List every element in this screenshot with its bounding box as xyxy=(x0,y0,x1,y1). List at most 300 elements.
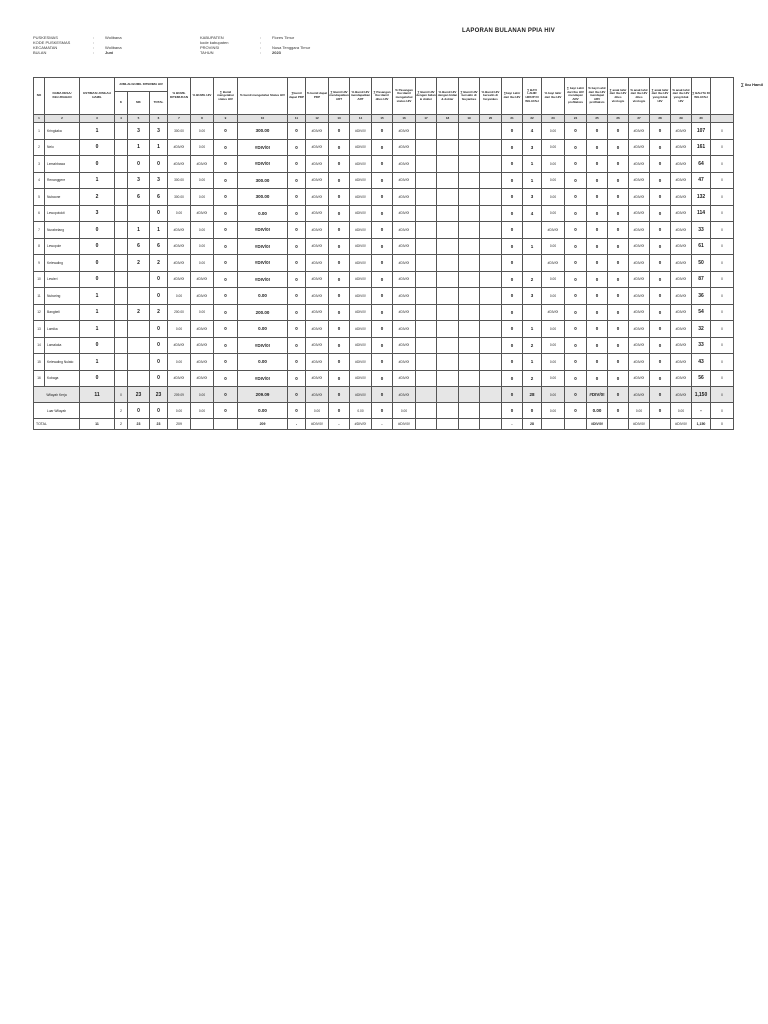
cell-n28: 0 xyxy=(650,238,671,255)
cell-n12: #DIV/0! xyxy=(306,304,329,321)
cell-n28: 0 xyxy=(650,222,671,239)
cell-n24: 0 xyxy=(565,156,587,173)
cell-est: 1 xyxy=(80,172,115,189)
cell-n28: 0 xyxy=(650,189,671,206)
row-number: 5 xyxy=(34,189,45,206)
header-persen-bumil-hiv: % BUMIL HIV xyxy=(191,78,214,115)
cell-n27: #DIV/0! xyxy=(629,139,650,156)
empty-cell xyxy=(459,271,480,288)
cell-n14: #DIV/0! xyxy=(350,189,372,206)
cell-n13: 0 xyxy=(329,288,350,305)
meta-right xyxy=(200,35,310,55)
cell-n30: 32 xyxy=(692,321,711,338)
row-number: 12 xyxy=(34,304,45,321)
cell-total: 0 xyxy=(150,288,168,305)
table-row xyxy=(34,288,734,305)
cell-n13: - xyxy=(329,419,350,430)
cell-n15: 0 xyxy=(372,321,393,338)
empty-cell xyxy=(459,222,480,239)
cell-n12: #DIV/0! xyxy=(306,139,329,156)
report-table xyxy=(33,77,734,430)
meta-separator: : xyxy=(93,35,95,40)
cell-n10: 0.00 xyxy=(238,288,288,305)
cell-n15: 0 xyxy=(372,271,393,288)
cell-p1: 300.00 xyxy=(168,189,191,206)
cell-n14: #DIV/0! xyxy=(350,354,372,371)
cell-n27: #DIV/0! xyxy=(629,387,650,403)
empty-cell xyxy=(416,271,437,288)
cell-n14: 0.00 xyxy=(350,403,372,419)
header-col-11: ∑bumil dapat PDP xyxy=(288,78,306,115)
empty-cell xyxy=(459,238,480,255)
column-number: 4 xyxy=(115,115,128,123)
cell-n31: 0 xyxy=(711,288,734,305)
empty-cell xyxy=(416,255,437,272)
cell-n23: 0.00 xyxy=(542,354,565,371)
header-persen-bumil: % BUMIL DITEMUKAN xyxy=(168,78,191,115)
empty-cell xyxy=(416,387,437,403)
cell-k xyxy=(115,139,128,156)
cell-n16: #DIV/0! xyxy=(393,172,416,189)
cell-n12: #DIV/0! xyxy=(306,370,329,387)
cell-n29: #DIV/0! xyxy=(671,370,692,387)
column-number: 21 xyxy=(502,115,523,123)
cell-est: 3 xyxy=(80,205,115,222)
empty-cell xyxy=(480,156,502,173)
cell-n28 xyxy=(650,419,671,430)
cell-n30: - xyxy=(692,403,711,419)
cell-n23: 0.00 xyxy=(542,238,565,255)
cell-n13: 0 xyxy=(329,387,350,403)
cell-n13: 0 xyxy=(329,189,350,206)
cell-p2: #DIV/0! xyxy=(191,271,214,288)
cell-n31: 0 xyxy=(711,156,734,173)
cell-p2: 0.00 xyxy=(191,403,214,419)
cell-n29: #DIV/0! xyxy=(671,238,692,255)
header-col-25: % bayi Lahir dari Ibu HIV mendapat ARV profilaksis xyxy=(587,78,608,115)
desa-name: Kelewaling xyxy=(45,255,80,272)
cell-p1: 209 xyxy=(168,419,191,430)
cell-n30: 114 xyxy=(692,205,711,222)
cell-p2: 0.00 xyxy=(191,172,214,189)
empty-cell xyxy=(416,304,437,321)
cell-n26: 0 xyxy=(608,321,629,338)
cell-n11: 0 xyxy=(288,337,306,354)
cell-n29: #DIV/0! xyxy=(671,321,692,338)
cell-n16: 0.00 xyxy=(393,403,416,419)
summary-row xyxy=(34,403,734,419)
empty-cell xyxy=(480,255,502,272)
desa-name: Lemahbawa xyxy=(45,156,80,173)
desa-name: Kringkaka xyxy=(45,123,80,140)
cell-n22: 3 xyxy=(523,288,542,305)
cell-est: 1 xyxy=(80,288,115,305)
header-no: NO xyxy=(34,78,45,115)
cell-n22: 28 xyxy=(523,387,542,403)
header-col-22: ∑ BAYI LAHIR HIDUP DI WILAYAH xyxy=(523,78,542,115)
cell-n30: 87 xyxy=(692,271,711,288)
cell-mk: 0 xyxy=(128,156,150,173)
empty-cell xyxy=(416,123,437,140)
row-number: 8 xyxy=(34,238,45,255)
cell-mk xyxy=(128,321,150,338)
cell-k xyxy=(115,189,128,206)
desa-name: Nubaring xyxy=(45,288,80,305)
cell-p2: 0.00 xyxy=(191,304,214,321)
cell-n22: 2 xyxy=(523,271,542,288)
cell-k xyxy=(115,288,128,305)
cell-est: 0 xyxy=(80,271,115,288)
empty-cell xyxy=(480,387,502,403)
cell-n25: #DIV/0! xyxy=(587,387,608,403)
table-row xyxy=(34,304,734,321)
cell-n23: #DIV/0! xyxy=(542,304,565,321)
header-col-21: ∑bayi Lahir dari Ibu HIV xyxy=(502,78,523,115)
cell-n9: 0 xyxy=(214,255,238,272)
cell-n31: 0 xyxy=(711,321,734,338)
cell-n22 xyxy=(523,222,542,239)
cell-k xyxy=(115,205,128,222)
row-number: 13 xyxy=(34,321,45,338)
cell-n22: 3 xyxy=(523,189,542,206)
cell-n22: 1 xyxy=(523,354,542,371)
cell-n13: 0 xyxy=(329,271,350,288)
cell-mk xyxy=(128,271,150,288)
cell-n31: 0 xyxy=(711,255,734,272)
cell-n11: 0 xyxy=(288,123,306,140)
cell-n25: 0 xyxy=(587,139,608,156)
cell-n21: 0 xyxy=(502,222,523,239)
empty-cell xyxy=(437,238,459,255)
cell-n24 xyxy=(565,419,587,430)
cell-n22: 4 xyxy=(523,123,542,140)
cell-k xyxy=(115,222,128,239)
cell-n23: 0.00 xyxy=(542,271,565,288)
desa-name: Kelewaling Nulato xyxy=(45,354,80,371)
empty-cell xyxy=(459,370,480,387)
meta-label: KABUPATEN xyxy=(200,35,224,40)
cell-n11: 0 xyxy=(288,304,306,321)
cell-n10: #DIV/0! xyxy=(238,222,288,239)
cell-n13: 0 xyxy=(329,205,350,222)
cell-n29: #DIV/0! xyxy=(671,271,692,288)
cell-n24: 0 xyxy=(565,387,587,403)
cell-n14: #DIV/0! xyxy=(350,337,372,354)
column-number: 28 xyxy=(650,115,671,123)
cell-p2: 0.00 xyxy=(191,189,214,206)
cell-n15: 0 xyxy=(372,387,393,403)
cell-n16: #DIV/0! xyxy=(393,238,416,255)
cell-n23: 0.00 xyxy=(542,403,565,419)
cell-n30: 33 xyxy=(692,337,711,354)
cell-n23: 0.00 xyxy=(542,189,565,206)
cell-n27: #DIV/0! xyxy=(629,354,650,371)
column-number: 29 xyxy=(671,115,692,123)
cell-total: 1 xyxy=(150,222,168,239)
cell-n14: #DIV/0! xyxy=(350,222,372,239)
meta-label: BULAN xyxy=(33,50,47,55)
cell-p1: #DIV/0! xyxy=(168,139,191,156)
cell-n15: 0 xyxy=(372,172,393,189)
meta-label: KODE PUSKESMAS xyxy=(33,40,71,45)
empty-cell xyxy=(480,189,502,206)
cell-n21: 0 xyxy=(502,304,523,321)
cell-n26 xyxy=(608,419,629,430)
cell-total: 23 xyxy=(150,419,168,430)
cell-n11: - xyxy=(288,419,306,430)
cell-n31: 0 xyxy=(711,189,734,206)
cell-n26: 0 xyxy=(608,205,629,222)
cell-est: 1 xyxy=(80,321,115,338)
meta-label: kode kabupaten xyxy=(200,40,229,45)
cell-n22: 0 xyxy=(523,403,542,419)
cell-mk: 2 xyxy=(128,255,150,272)
cell-mk: 6 xyxy=(128,189,150,206)
column-number: 2 xyxy=(45,115,80,123)
cell-n26: 0 xyxy=(608,139,629,156)
empty-cell xyxy=(416,321,437,338)
cell-mk: 1 xyxy=(128,139,150,156)
cell-n29: #DIV/0! xyxy=(671,205,692,222)
cell-mk xyxy=(128,370,150,387)
cell-p2: #DIV/0! xyxy=(191,156,214,173)
cell-n10: #DIV/0! xyxy=(238,156,288,173)
cell-p1: #DIV/0! xyxy=(168,222,191,239)
empty-cell xyxy=(480,123,502,140)
cell-n26: 0 xyxy=(608,337,629,354)
cell-est: 0 xyxy=(80,255,115,272)
cell-p2 xyxy=(191,419,214,430)
table-row xyxy=(34,205,734,222)
cell-n23: 0.00 xyxy=(542,288,565,305)
cell-total: 3 xyxy=(150,123,168,140)
cell-n27: #DIV/0! xyxy=(629,205,650,222)
table-row xyxy=(34,222,734,239)
cell-n23: 0.00 xyxy=(542,387,565,403)
cell-n26: 0 xyxy=(608,304,629,321)
cell-n23: 0.00 xyxy=(542,123,565,140)
column-number: 17 xyxy=(416,115,437,123)
cell-n12: #DIV/0! xyxy=(306,288,329,305)
empty-cell xyxy=(459,354,480,371)
cell-n28: 0 xyxy=(650,139,671,156)
cell-p2: #DIV/0! xyxy=(191,354,214,371)
column-number: 25 xyxy=(587,115,608,123)
cell-n30: 161 xyxy=(692,139,711,156)
cell-n10: 209.09 xyxy=(238,387,288,403)
cell-total: 2 xyxy=(150,255,168,272)
cell-n30: 56 xyxy=(692,370,711,387)
cell-n25: #DIV/0! xyxy=(587,419,608,430)
cell-n27: #DIV/0! xyxy=(629,172,650,189)
cell-n16: #DIV/0! xyxy=(393,156,416,173)
empty-cell xyxy=(480,172,502,189)
empty-cell xyxy=(480,139,502,156)
cell-n14: #DIV/0! xyxy=(350,419,372,430)
header-col-30: ∑ BALITA DI WILAYAH xyxy=(692,78,711,115)
cell-n21: 0 xyxy=(502,205,523,222)
column-number: 30 xyxy=(692,115,711,123)
cell-n29: #DIV/0! xyxy=(671,123,692,140)
cell-n11: 0 xyxy=(288,222,306,239)
cell-n24: 0 xyxy=(565,370,587,387)
cell-n13: 0 xyxy=(329,172,350,189)
cell-n30: 47 xyxy=(692,172,711,189)
desa-name: Lewopotokti xyxy=(45,205,80,222)
cell-n9: 0 xyxy=(214,288,238,305)
table-row xyxy=(34,139,734,156)
cell-p2: #DIV/0! xyxy=(191,370,214,387)
cell-n28: 0 xyxy=(650,354,671,371)
column-number: 1 xyxy=(34,115,45,123)
cell-p1: #DIV/0! xyxy=(168,255,191,272)
table-row xyxy=(34,271,734,288)
cell-n11: 0 xyxy=(288,271,306,288)
cell-n12: #DIV/0! xyxy=(306,222,329,239)
empty-cell xyxy=(416,156,437,173)
cell-n12: #DIV/0! xyxy=(306,238,329,255)
cell-n30: 64 xyxy=(692,156,711,173)
cell-k xyxy=(115,172,128,189)
cell-n23: 0.00 xyxy=(542,337,565,354)
summary-row xyxy=(34,387,734,403)
cell-n31: 0 xyxy=(711,139,734,156)
header-col-9: ∑ Bumil mengetahui status HIV xyxy=(214,78,238,115)
row-number: 15 xyxy=(34,354,45,371)
cell-n14: #DIV/0! xyxy=(350,205,372,222)
empty-cell xyxy=(437,403,459,419)
cell-n25: 0 xyxy=(587,321,608,338)
meta-separator: : xyxy=(93,40,95,45)
header-col-31 xyxy=(711,78,734,115)
column-number: 26 xyxy=(608,115,629,123)
cell-n14: #DIV/0! xyxy=(350,304,372,321)
cell-n12: #DIV/0! xyxy=(306,354,329,371)
cell-n11: 0 xyxy=(288,370,306,387)
row-number: 9 xyxy=(34,255,45,272)
cell-mk: 23 xyxy=(128,419,150,430)
cell-n24: 0 xyxy=(565,123,587,140)
cell-n30: 36 xyxy=(692,288,711,305)
cell-n9 xyxy=(214,419,238,430)
cell-n21: 0 xyxy=(502,387,523,403)
header-col-12: % bumil dapat PDP xyxy=(306,78,329,115)
cell-p1: #DIV/0! xyxy=(168,238,191,255)
cell-n14: #DIV/0! xyxy=(350,172,372,189)
header-k: K xyxy=(115,92,128,115)
cell-n24: 0 xyxy=(565,354,587,371)
empty-cell xyxy=(437,156,459,173)
cell-n14: #DIV/0! xyxy=(350,387,372,403)
empty-cell xyxy=(480,271,502,288)
cell-n30: 1,150 xyxy=(692,387,711,403)
corner-header-text: ∑ Ibu Hamil xyxy=(741,82,763,87)
cell-n13: 0 xyxy=(329,321,350,338)
empty-cell xyxy=(459,156,480,173)
meta-value: Wolibana xyxy=(105,35,122,40)
cell-total: 0 xyxy=(150,271,168,288)
cell-n26: 0 xyxy=(608,288,629,305)
cell-n30: 132 xyxy=(692,189,711,206)
cell-n23: 0.00 xyxy=(542,172,565,189)
cell-n31: 0 xyxy=(711,304,734,321)
cell-n29: #DIV/0! xyxy=(671,354,692,371)
cell-k xyxy=(115,123,128,140)
cell-n22: 1 xyxy=(523,321,542,338)
column-number: 27 xyxy=(629,115,650,123)
header-total: TOTAL xyxy=(150,92,168,115)
cell-n12: #DIV/0! xyxy=(306,123,329,140)
cell-n21: 0 xyxy=(502,172,523,189)
header-col-23: % bayi lahir dari Ibu HIV xyxy=(542,78,565,115)
cell-n10: 0.00 xyxy=(238,321,288,338)
cell-k xyxy=(115,370,128,387)
cell-n16: #DIV/0! xyxy=(393,370,416,387)
cell-n22: 4 xyxy=(523,205,542,222)
cell-n28: 0 xyxy=(650,156,671,173)
cell-n10: 200.00 xyxy=(238,304,288,321)
column-number: 14 xyxy=(350,115,372,123)
cell-n10: 0.00 xyxy=(238,205,288,222)
cell-p2: #DIV/0! xyxy=(191,288,214,305)
empty-cell xyxy=(437,205,459,222)
meta-value: Wolibana xyxy=(105,45,122,50)
cell-n16: #DIV/0! xyxy=(393,139,416,156)
row-label: TOTAL xyxy=(34,419,80,430)
cell-n9: 0 xyxy=(214,222,238,239)
cell-n15: 0 xyxy=(372,189,393,206)
cell-est: 0 xyxy=(80,156,115,173)
column-number-row xyxy=(34,115,734,123)
empty-cell xyxy=(416,172,437,189)
empty-cell xyxy=(437,337,459,354)
empty-cell xyxy=(416,189,437,206)
cell-n27: #DIV/0! xyxy=(629,238,650,255)
cell-n15: 0 xyxy=(372,255,393,272)
cell-n13: 0 xyxy=(329,304,350,321)
cell-n12: #DIV/0! xyxy=(306,172,329,189)
cell-n15: 0 xyxy=(372,205,393,222)
cell-n27: #DIV/0! xyxy=(629,255,650,272)
cell-n23: 0.00 xyxy=(542,205,565,222)
cell-n26: 0 xyxy=(608,271,629,288)
empty-cell xyxy=(459,304,480,321)
cell-n15: 0 xyxy=(372,354,393,371)
cell-n29: #DIV/0! xyxy=(671,387,692,403)
empty-cell xyxy=(459,288,480,305)
table-row xyxy=(34,156,734,173)
cell-n28: 0 xyxy=(650,387,671,403)
cell-total: 2 xyxy=(150,304,168,321)
cell-n21: 0 xyxy=(502,156,523,173)
row-number: 7 xyxy=(34,222,45,239)
row-label: Wilayah Kerja xyxy=(34,387,80,403)
cell-n14: #DIV/0! xyxy=(350,321,372,338)
cell-n24: 0 xyxy=(565,288,587,305)
cell-n10: #DIV/0! xyxy=(238,139,288,156)
cell-p1: 300.00 xyxy=(168,172,191,189)
cell-p1: 200.00 xyxy=(168,304,191,321)
cell-n21: 0 xyxy=(502,271,523,288)
cell-n29: #DIV/0! xyxy=(671,222,692,239)
table-row xyxy=(34,354,734,371)
cell-est: 1 xyxy=(80,123,115,140)
row-number: 16 xyxy=(34,370,45,387)
cell-n25: 0 xyxy=(587,123,608,140)
empty-cell xyxy=(437,354,459,371)
cell-total: 0 xyxy=(150,205,168,222)
empty-cell xyxy=(480,337,502,354)
